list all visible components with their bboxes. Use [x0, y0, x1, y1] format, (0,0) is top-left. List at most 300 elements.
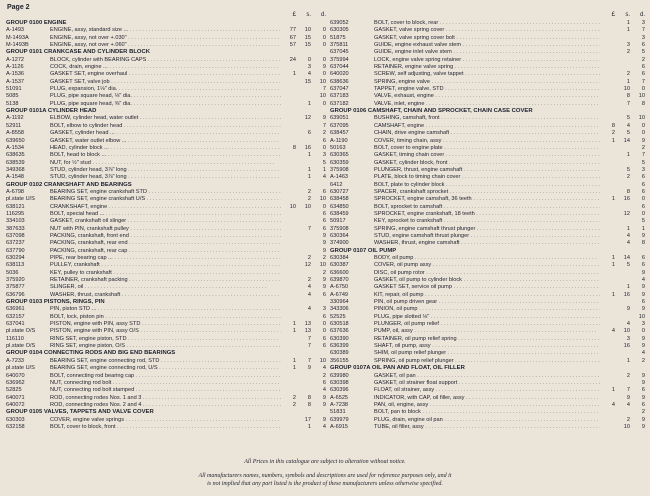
price-pence: 0 [322, 71, 326, 78]
part-number: 637183 [330, 93, 349, 100]
part-description: ROD, connecting rodes Nos. 2 and 4 . . . [50, 402, 281, 409]
part-number: 5085 [6, 93, 19, 100]
part-description: PINION, oil pump . . . [374, 306, 600, 313]
part-description: GASKET, oil pump to cylinder block . . . [374, 277, 600, 284]
price-pence: 9 [641, 343, 645, 350]
part-number: A-6750 [330, 284, 349, 291]
price-notice: All Prices in this catalogue are subject to alteration without notice. [244, 459, 406, 465]
price-shillings: 8 [307, 401, 311, 408]
part-number: 637237 [6, 240, 25, 247]
part-row [6, 79, 326, 86]
price-shillings: 16 [623, 291, 630, 298]
part-row [6, 160, 326, 167]
price-pence: 2 [641, 409, 645, 416]
right-column [330, 12, 645, 431]
part-description: PLUG, pipe square head, ⅛" dia. . . . [50, 93, 281, 100]
part-number: A-8558 [6, 130, 25, 137]
price-shillings: 4 [307, 291, 311, 298]
part-description: RETAINER, oil pump relief spring . . . [374, 336, 600, 343]
part-description: KEY, pulley to crankshaft . . . [50, 270, 281, 277]
part-number: 375920 [6, 277, 25, 284]
part-description: ENGINE, assy, standard size ... . . . [50, 27, 281, 34]
price-pence: 6 [322, 335, 326, 342]
part-number: 52525 [330, 313, 346, 320]
price-pence: 6 [322, 218, 326, 225]
price-pence: 0 [322, 328, 326, 335]
part-row [330, 174, 645, 181]
price-shillings: 1 [307, 174, 311, 181]
price-shillings: 6 [307, 130, 311, 137]
price-pounds: 1 [292, 365, 296, 372]
price-shillings: 2 [626, 71, 630, 78]
part-number: A-6749 [330, 291, 349, 298]
part-description: NUT with PIN, crankshaft pulley . . . [50, 226, 281, 233]
part-row [6, 211, 326, 218]
part-row [330, 160, 645, 167]
part-description: SPROCKET, engine camshaft, 36 teeth . . . [374, 196, 600, 203]
part-number: 50163 [330, 144, 346, 151]
part-description: STUD, cylinder head, 3⅞" long . . . [50, 174, 281, 181]
group-heading [330, 365, 645, 372]
price-shillings: 16 [623, 196, 630, 203]
group-title: GROUP 0104 CONNECTING RODS AND BIG END BEARINGS [6, 350, 176, 357]
part-row [330, 292, 645, 299]
part-number: 637098 [6, 232, 25, 239]
part-description: PLATE, block to timing chain cover . . . [374, 174, 600, 181]
part-number: 6412 [330, 181, 343, 188]
part-number: 638636 [330, 78, 349, 85]
part-row [6, 365, 326, 372]
part-number: 116110 [6, 335, 24, 342]
group-heading [6, 299, 326, 306]
price-pence: 0 [322, 56, 326, 63]
part-number: 640020 [330, 71, 349, 78]
price-pence: 9 [641, 232, 645, 239]
price-pence: 7 [641, 152, 645, 159]
part-number: 637790 [6, 247, 25, 254]
price-shillings: 0 [307, 56, 311, 63]
price-shillings: 3 [626, 42, 630, 49]
price-pence: 0 [322, 27, 326, 34]
part-description: PLUG, drain, engine oil pan . . . [374, 417, 600, 424]
price-pence: 9 [322, 416, 326, 423]
part-row [330, 189, 645, 196]
part-number: 630389 [330, 350, 349, 357]
part-number: 637044 [330, 64, 349, 71]
price-pence: 6 [322, 343, 326, 350]
part-row [330, 424, 645, 431]
part-row [6, 262, 326, 269]
price-pence: 2 [641, 56, 645, 63]
part-row [330, 218, 645, 225]
price-pence: 2 [322, 130, 326, 137]
part-description: BOLT, connecting rod bearing cap . . . [50, 373, 281, 380]
price-shillings: 10 [623, 328, 630, 335]
part-row [6, 189, 326, 196]
price-pence: 0 [641, 130, 645, 137]
part-description: GASKET, cylinder block, front . . . [374, 160, 600, 167]
part-row [330, 358, 645, 365]
part-row [6, 123, 326, 130]
price-pence: 0 [641, 196, 645, 203]
part-description: RING SET, engine piston, O/S . . . [50, 343, 281, 350]
part-row [330, 27, 645, 34]
group-title: GROUP 0102 CRANKSHAFT AND BEARINGS [6, 181, 132, 188]
part-row [6, 86, 326, 93]
price-pence: 9 [641, 137, 645, 144]
part-row [330, 328, 645, 335]
group-title: GROUP 0107 OIL PUMP [330, 247, 397, 254]
part-number: 638539 [6, 159, 25, 166]
price-pence: 10 [319, 262, 326, 269]
part-description: DISC, oil pump rotor . . . [374, 270, 600, 277]
price-shillings: 16 [623, 343, 630, 350]
price-pounds: 2 [611, 130, 615, 137]
part-description: COVER, timing chain, assy . . . [374, 138, 600, 145]
price-shillings: 2 [626, 174, 630, 181]
price-pence: 9 [322, 394, 326, 401]
part-number: 637636 [330, 328, 349, 335]
part-row [330, 57, 645, 64]
part-row [6, 35, 326, 42]
price-pounds: 1 [292, 71, 296, 78]
price-pence: 6 [322, 210, 326, 217]
price-pence: 10 [319, 78, 326, 85]
price-shillings: 12 [304, 262, 311, 269]
part-description: CHAIN, drive engine camshaft . . . [374, 130, 600, 137]
price-shillings: 1 [307, 100, 311, 107]
part-number: 632157 [6, 313, 25, 320]
part-number: 639870 [330, 277, 349, 284]
part-number: 630303 [6, 416, 25, 423]
price-shillings: 1 [307, 423, 311, 430]
price-pence: 6 [641, 174, 645, 181]
part-description: SPRING, engine valve . . . [374, 79, 600, 86]
price-pence: 6 [322, 188, 326, 195]
price-pence: 6 [641, 299, 645, 306]
part-row [6, 196, 326, 203]
part-description: RING SET, engine piston, STD . . . [50, 336, 281, 343]
part-description: PISTON, engine with PIN, assy STD . . . [50, 321, 281, 328]
part-description: KIT, repair, oil pump . . . [374, 292, 600, 299]
part-number: 636796 [6, 291, 25, 298]
part-description: PLUG, expansion, 1⅛" dia. . . . [50, 86, 281, 93]
part-row [330, 299, 645, 306]
part-description: HEAD, cylinder block ... . . . [50, 145, 281, 152]
price-pounds: 1 [611, 255, 615, 261]
price-pence: 4 [641, 277, 645, 284]
money-header [6, 12, 326, 20]
part-description: CRANKSHAFT, engine . . . [50, 204, 281, 211]
part-row [6, 101, 326, 108]
part-number: 375908 [330, 166, 349, 173]
price-pounds: 2 [292, 394, 296, 401]
price-pounds: 24 [289, 56, 296, 63]
price-pence: 1 [641, 225, 645, 232]
part-row [330, 49, 645, 56]
part-number: 638113 [6, 262, 25, 269]
price-pence: 7 [322, 122, 326, 129]
price-pence: 0 [641, 210, 645, 217]
price-pence: 5 [322, 159, 326, 166]
part-row [330, 387, 645, 394]
group-title: GROUP 0100 ENGINE [6, 20, 67, 26]
price-shillings: 3 [307, 64, 311, 71]
price-pounds: 1 [611, 137, 615, 144]
part-row [330, 402, 645, 409]
part-number: 356155 [330, 357, 349, 364]
part-row [6, 387, 326, 394]
price-pence: 9 [322, 284, 326, 291]
part-row [330, 196, 645, 203]
price-pence: 7 [641, 78, 645, 85]
part-description: GASKET, cylinder head ... . . . [50, 130, 281, 137]
part-description: COVER, engine valve springs . . . [50, 417, 281, 424]
part-number: 630390 [330, 335, 349, 342]
price-shillings: 7 [307, 335, 311, 342]
part-number: A-1463 [330, 174, 349, 181]
part-row [330, 79, 645, 86]
part-number: 640072 [6, 401, 25, 408]
price-pence: 10 [638, 93, 645, 100]
price-pence: 9 [322, 64, 326, 71]
price-pence: 0 [322, 100, 326, 107]
part-row [330, 64, 645, 71]
price-shillings: 5 [626, 262, 630, 269]
price-shillings: 4 [626, 232, 630, 239]
price-pence: 9 [641, 416, 645, 423]
price-pence: 10 [638, 313, 645, 320]
part-description: PLUNGER, oil pump relief . . . [374, 321, 600, 328]
part-number: 638458 [330, 196, 349, 203]
part-number: 637095 [330, 122, 349, 129]
price-pence: 5 [641, 159, 645, 166]
shillings-header: s. [625, 12, 630, 18]
part-number: 634850 [330, 203, 349, 210]
price-pence: 2 [322, 269, 326, 276]
part-description: NUT, connecting rod bolt . . . [50, 380, 281, 387]
part-row [330, 115, 645, 122]
part-description: PUMP, oil, assy . . . [374, 328, 600, 335]
price-shillings: 2 [307, 196, 311, 203]
part-description: SPRING, engine camshaft thrust plunger . . . [374, 226, 600, 233]
price-pounds: 8 [292, 144, 296, 151]
part-description: BOLT, head to block ... . . . [50, 152, 281, 159]
price-pence: 4 [322, 365, 326, 372]
price-pounds: 1 [611, 291, 615, 298]
price-pence: 10 [319, 357, 326, 364]
part-description: GASKET SET, service oil pump . . . [374, 284, 600, 291]
part-description: SPROCKET, engine crankshaft, 18 teeth . . . [374, 211, 600, 218]
part-description: GASKET SET, engine overhaul . . . [50, 71, 281, 78]
part-description: PLUG, pipe slotted ⅛" . . . [374, 314, 600, 321]
part-number: 637041 [6, 321, 25, 328]
part-description: BEARING SET, engine crankshaft U/S . . . [50, 196, 281, 203]
price-pence: 6 [641, 387, 645, 394]
part-description: BEARING SET, engine connecting rod, STD . . . [50, 358, 281, 365]
part-number: 638121 [6, 203, 25, 210]
part-description: GUIDE, engine exhaust valve stem . . . [374, 42, 600, 49]
part-number: A-1272 [6, 56, 25, 63]
part-number: 632158 [6, 423, 25, 430]
price-shillings: 2 [307, 277, 311, 284]
part-description: BEARING SET, engine crankshaft STD . . . [50, 189, 281, 196]
price-shillings: 5 [626, 115, 630, 122]
part-description: COVER, oil pump assy . . . [374, 262, 600, 269]
price-pence: 3 [641, 166, 645, 173]
part-description: SCREW, self adjusting, valve tappet . . . [374, 71, 600, 78]
part-number: 630294 [6, 255, 25, 261]
part-number: 637182 [330, 100, 349, 107]
price-pence: 5 [641, 49, 645, 56]
price-shillings: 15 [304, 42, 311, 49]
part-description: BOLT, lock, piston pin . . . [50, 314, 281, 321]
part-number: 343306 [330, 306, 349, 313]
part-row [6, 27, 326, 34]
part-number: 375877 [6, 284, 25, 291]
price-pence: 6 [641, 203, 645, 210]
price-pence: 10 [319, 196, 326, 203]
price-shillings: 8 [626, 93, 630, 100]
part-description: GASKET, valve spring cover bolt . . . [374, 35, 600, 42]
price-shillings: 3 [626, 335, 630, 342]
group-title: GROUP 0106 CAMSHAFT, CHAIN AND SPROCKET, CHAIN CASE COVER [330, 108, 533, 115]
part-row [330, 270, 645, 277]
price-pounds: 8 [611, 122, 615, 129]
part-row [330, 284, 645, 291]
part-description: GASKET, oil pan . . . [374, 373, 600, 380]
part-row [6, 395, 326, 402]
price-pence: 1 [322, 166, 326, 173]
part-row [6, 380, 326, 387]
price-pounds: 1 [292, 357, 296, 364]
price-shillings: 16 [304, 144, 311, 151]
price-shillings: 13 [304, 321, 311, 328]
part-description: ENGINE, assy, not over +.060" . . . [50, 42, 281, 49]
part-number: A-1493 [6, 27, 25, 34]
price-pence: 3 [641, 20, 645, 26]
price-shillings: 9 [626, 306, 630, 313]
price-pounds: 1 [292, 328, 296, 335]
price-pence: 4 [641, 350, 645, 357]
price-pence: 10 [319, 93, 326, 100]
price-pence: 0 [322, 321, 326, 328]
part-number: A-1534 [6, 144, 25, 151]
pounds-header: £ [611, 12, 615, 18]
part-number: pl.state U/S [6, 365, 35, 372]
price-pence: 6 [322, 291, 326, 298]
part-description: GUIDE, engine inlet valve stem . . . [374, 49, 600, 56]
left-column [6, 12, 326, 431]
part-row [330, 130, 645, 137]
part-number: 374900 [330, 240, 349, 247]
part-description: BUSHING, camshaft, front . . . [374, 115, 600, 122]
part-number: pl.state U/S [6, 196, 35, 203]
part-description: VALVE, inlet, engine . . . [374, 101, 600, 108]
price-pence: 0 [641, 328, 645, 335]
part-number: A-1548 [6, 174, 25, 181]
part-number: A-1126 [6, 64, 24, 71]
price-pence: 0 [322, 144, 326, 151]
price-pence: 6 [641, 188, 645, 195]
part-description: FLOAT, oil strainer, assy . . . [374, 387, 600, 394]
price-pence: 7 [322, 86, 326, 93]
part-number: 51091 [6, 86, 22, 93]
part-row [330, 167, 645, 174]
part-number: A-1537 [6, 78, 25, 85]
price-pounds: 10 [289, 203, 296, 210]
part-row [6, 314, 326, 321]
part-row [330, 314, 645, 321]
part-description: BOLT, cover to block, rear . . . [374, 20, 600, 27]
part-number: 375994 [330, 56, 349, 63]
group-title: GROUP 0101 CRANKCASE AND CYLINDER BLOCK [6, 49, 151, 56]
part-row [330, 93, 645, 100]
price-pence: 9 [641, 335, 645, 342]
part-number: A-1190 [330, 137, 348, 144]
part-description: WASHER, thrust, engine camshaft . . . [374, 240, 600, 247]
price-shillings: 15 [304, 78, 311, 85]
part-row [6, 292, 326, 299]
price-shillings: 10 [623, 86, 630, 93]
price-shillings: 4 [307, 306, 311, 313]
part-row [330, 101, 645, 108]
part-number: 349368 [6, 166, 25, 173]
part-row [6, 270, 326, 277]
part-description: GASKET, valve spring cover . . . [374, 27, 600, 34]
price-shillings: 7 [307, 343, 311, 350]
price-pence: 9 [322, 277, 326, 284]
page-number: Page 2 [7, 4, 30, 11]
part-description: PAN, oil, engine, assy . . . [374, 402, 600, 409]
part-number: A-7233 [6, 357, 25, 364]
part-number: 636962 [6, 379, 25, 386]
part-row [330, 204, 645, 211]
part-description: BOLT, plate to cylinder block . . . [374, 182, 600, 189]
price-pence: 2 [641, 144, 645, 151]
price-shillings: 4 [307, 71, 311, 78]
part-description: GASKET, crankshaft oil slinger . . . [50, 218, 281, 225]
part-description: SHAFT, oil pump, assy . . . [374, 343, 600, 350]
part-number: 52825 [6, 387, 22, 394]
price-shillings: 14 [623, 137, 630, 144]
price-pence: 9 [322, 247, 326, 254]
part-description: SLINGER, oil . . . [50, 284, 281, 291]
price-shillings: 9 [626, 394, 630, 401]
price-pounds: 1 [611, 387, 615, 394]
price-pence: 6 [641, 181, 645, 188]
price-pounds: 1 [611, 196, 615, 203]
part-description: GASKET SET, valve job . . . [50, 79, 281, 86]
part-description: RETAINER, crankshaft packing . . . [50, 277, 281, 284]
part-number: 630396 [330, 387, 349, 394]
part-description: ROD, connecting rodes Nos. 1 and 3 . . . [50, 395, 281, 402]
part-row [330, 226, 645, 233]
part-row [330, 35, 645, 42]
part-description: BOLT, cover to engine plate . . . [374, 145, 600, 152]
part-row [6, 226, 326, 233]
pounds-header: £ [292, 12, 296, 18]
part-row [6, 115, 326, 122]
part-description: PLUG, pipe square head, ⅜" dia. . . . [50, 101, 281, 108]
part-number: 638635 [6, 152, 25, 159]
price-shillings: 2 [626, 372, 630, 379]
price-shillings: 1 [626, 20, 630, 26]
part-row [6, 321, 326, 328]
price-pence: 7 [641, 27, 645, 34]
price-shillings: 2 [626, 49, 630, 56]
part-description: PACKING, crankshaft, front end . . . [50, 233, 281, 240]
